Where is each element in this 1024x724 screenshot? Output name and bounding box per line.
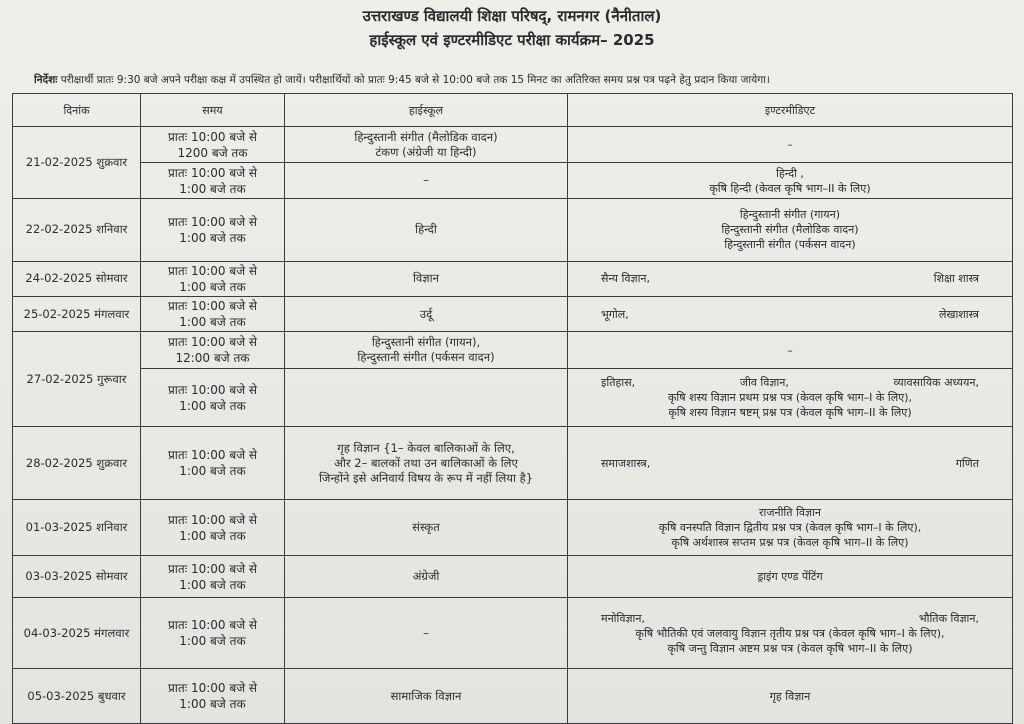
highschool-subject — [285, 127, 568, 163]
exam-time — [141, 163, 285, 198]
highschool-subject — [285, 368, 568, 427]
header-row — [13, 94, 1013, 127]
subject-line: – — [423, 173, 429, 188]
exam-time — [141, 198, 285, 261]
exam-date: 24-02-2025 सोमवार — [13, 261, 141, 296]
exam-time — [141, 368, 285, 427]
time-line: प्रातः 10:00 बजे से — [167, 681, 258, 696]
table-row — [13, 296, 1013, 331]
subject-line: टंकण (अंग्रेजी या हिन्दी) — [375, 144, 477, 159]
highschool-subject — [285, 296, 568, 331]
subject-line: हिन्दी , — [776, 166, 804, 180]
table-row — [13, 163, 1013, 198]
subject-line: अंग्रेजी — [412, 569, 440, 584]
subject-line: हिन्दुस्तानी संगीत (मैलोडिक वादन) — [354, 129, 498, 144]
time-line: 1:00 बजे तक — [179, 181, 246, 196]
subject-line: – — [787, 138, 793, 152]
highschool-subject — [285, 427, 568, 500]
time-line: प्रातः 10:00 बजे से — [167, 618, 258, 633]
subject-line: संस्कृत — [412, 520, 440, 535]
time-line: प्रातः 10:00 बजे से — [167, 263, 258, 278]
time-line: प्रातः 10:00 बजे से — [167, 299, 258, 314]
exam-date: 01-03-2025 शनिवार — [13, 500, 141, 556]
table-row — [13, 261, 1013, 296]
exam-time — [141, 296, 285, 331]
highschool-subject — [285, 332, 568, 368]
time-line: 1:00 बजे तक — [179, 697, 246, 712]
subject-item: शिक्षा शास्त्र — [933, 272, 979, 286]
schedule-table — [12, 93, 1013, 724]
schedule-body — [13, 127, 1013, 724]
intermediate-subject — [568, 163, 1013, 198]
intermediate-subject — [568, 332, 1013, 368]
subject-item: लेखाशास्त्र — [939, 307, 979, 321]
note-label: निर्देशः — [34, 74, 58, 86]
highschool-subject — [285, 598, 568, 669]
time-line: 1200 बजे तक — [177, 145, 248, 160]
subject-line: गृह विज्ञान — [769, 689, 811, 703]
time-line: प्रातः 10:00 बजे से — [167, 561, 258, 576]
col-time-header: समय — [141, 94, 285, 127]
subject-line: – — [787, 343, 793, 357]
table-row — [13, 198, 1013, 261]
time-line: प्रातः 10:00 बजे से — [167, 129, 258, 144]
exam-date: 04-03-2025 मंगलवार — [13, 598, 141, 669]
table-row — [13, 555, 1013, 597]
exam-time — [141, 427, 285, 500]
time-line: 1:00 बजे तक — [179, 528, 246, 543]
subject-line: हिन्दुस्तानी संगीत (पर्कसन वादन) — [357, 350, 495, 365]
subject-line: कृषि हिन्दी (केवल कृषि भाग–II के लिए) — [709, 181, 871, 195]
subject-line: कृषि शस्य विज्ञान षष्टम् प्रश्न पत्र (केवल कृषि भाग–II के लिए) — [668, 406, 912, 420]
highschool-subject — [285, 198, 568, 261]
exam-date: 05-03-2025 बुधवार — [13, 669, 141, 724]
subject-line: उर्दू — [419, 306, 433, 321]
subject-line: हिन्दुस्तानी संगीत (मैलोडिक वादन) — [721, 223, 859, 237]
table-row — [13, 427, 1013, 500]
table-row — [13, 368, 1013, 427]
exam-date: 22-02-2025 शनिवार — [13, 198, 141, 261]
time-line: प्रातः 10:00 बजे से — [167, 382, 258, 397]
subject-group — [571, 271, 1009, 286]
time-line: 12:00 बजे तक — [175, 351, 250, 366]
subject-item: जीव विज्ञान, — [739, 376, 789, 390]
table-row — [13, 127, 1013, 163]
exam-time — [141, 555, 285, 597]
subject-line: राजनीति विज्ञान — [758, 506, 822, 520]
exam-date: 03-03-2025 सोमवार — [13, 555, 141, 597]
subject-line: – — [423, 625, 429, 640]
table-row — [13, 332, 1013, 368]
subject-item: भौतिक विज्ञान, — [918, 611, 979, 625]
highschool-subject — [285, 500, 568, 556]
subject-group — [571, 456, 1009, 471]
subject-line: जिन्होंने इसे अनिवार्य विषय के रूप में नहीं लिया है} — [318, 470, 534, 485]
intermediate-subject — [568, 127, 1013, 163]
subject-item: मनोविज्ञान, — [601, 611, 645, 625]
table-row — [13, 500, 1013, 556]
subject-line: कृषि वनस्पति विज्ञान द्वितीय प्रश्न पत्र (केवल कृषि भाग–I के लिए), — [658, 521, 922, 535]
highschool-subject — [285, 669, 568, 724]
subject-line: गृह विज्ञान {1– केवल बालिकाओं के लिए, — [337, 440, 515, 455]
intermediate-subject — [568, 427, 1013, 500]
subject-line: हिन्दुस्तानी संगीत (गायन) — [739, 208, 841, 222]
intermediate-subject — [568, 198, 1013, 261]
subject-line: ड्राइंग एण्ड पेंटिंग — [757, 570, 823, 584]
board-title: उत्तराखण्ड विद्यालयी शिक्षा परिषद्, रामनगर (नैनीताल) — [362, 7, 662, 25]
exam-date: 25-02-2025 मंगलवार — [13, 296, 141, 331]
subject-line: हिन्दुस्तानी संगीत (गायन), — [371, 335, 481, 350]
time-line: 1:00 बजे तक — [179, 634, 246, 649]
intermediate-subject — [568, 368, 1013, 427]
subject-line: विज्ञान — [412, 271, 440, 286]
subject-line: हिन्दी — [415, 222, 437, 237]
exam-time — [141, 127, 285, 163]
time-line: 1:00 बजे तक — [179, 279, 246, 294]
time-line: 1:00 बजे तक — [179, 577, 246, 592]
col-highschool-header: हाईस्कूल — [285, 94, 568, 127]
subject-item: समाजशास्त्र, — [601, 456, 651, 470]
exam-time — [141, 598, 285, 669]
subject-line: हिन्दुस्तानी संगीत (पर्कसन वादन) — [724, 238, 856, 252]
exam-date: 21-02-2025 शुक्रवार — [13, 127, 141, 199]
intermediate-subject — [568, 669, 1013, 724]
subject-item: व्यावसायिक अध्ययन, — [893, 376, 979, 390]
exam-date: 28-02-2025 शुक्रवार — [13, 427, 141, 500]
time-line: प्रातः 10:00 बजे से — [167, 512, 258, 527]
time-line: प्रातः 10:00 बजे से — [167, 448, 258, 463]
subject-line: कृषि अर्थशास्त्र सप्तम प्रश्न पत्र (केवल कृषि भाग–II के लिए) — [671, 536, 909, 550]
col-date-header: दिनांक — [13, 94, 141, 127]
note-text: परीक्षार्थी प्रातः 9:30 बजे अपने परीक्षा कक्ष में उपस्थित हो जायें। परीक्षार्थियों को प्रातः 9:45 बजे से 10:00 बजे तक 15 मिनट का अतिरिक्त समय प्रश्न पत्र पढ़ने हेतु प्रदान किया जायेगा। — [60, 74, 770, 86]
table-row — [13, 598, 1013, 669]
highschool-subject — [285, 261, 568, 296]
intermediate-subject — [568, 500, 1013, 556]
table-row — [13, 669, 1013, 724]
exam-time — [141, 669, 285, 724]
instructions-note — [34, 73, 1024, 87]
subject-item: भूगोल, — [601, 307, 629, 321]
time-line: 1:00 बजे तक — [179, 230, 246, 245]
time-line: प्रातः 10:00 बजे से — [167, 335, 258, 350]
intermediate-subject — [568, 555, 1013, 597]
subject-item: सैन्य विज्ञान, — [601, 272, 651, 286]
subject-group — [571, 307, 1009, 322]
time-line: 1:00 बजे तक — [179, 398, 246, 413]
subject-group — [571, 375, 1009, 390]
exam-time — [141, 332, 285, 368]
highschool-subject — [285, 555, 568, 597]
subject-line: कृषि शस्य विज्ञान प्रथम प्रश्न पत्र (केवल कृषि भाग–I के लिए), — [667, 391, 913, 405]
intermediate-subject — [568, 296, 1013, 331]
subject-line: और 2– बालकों तथा उन बालिकाओं के लिए — [334, 455, 518, 470]
intermediate-subject — [568, 261, 1013, 296]
schedule-title: हाईस्कूल एवं इण्टरमीडिएट परीक्षा कार्यक्रम– 2025 — [369, 31, 655, 49]
subject-group — [571, 611, 1009, 626]
subject-line: कृषि भौतिकी एवं जलवायु विज्ञान तृतीय प्रश्न पत्र (केवल कृषि भाग–I के लिए), — [635, 626, 945, 640]
subject-item: इतिहास, — [601, 376, 636, 390]
time-line: 1:00 बजे तक — [179, 315, 246, 330]
subject-item: गणित — [955, 456, 979, 470]
time-line: प्रातः 10:00 बजे से — [167, 165, 258, 180]
subject-line: सामाजिक विज्ञान — [390, 688, 462, 703]
exam-time — [141, 500, 285, 556]
intermediate-subject — [568, 598, 1013, 669]
col-intermediate-header: इण्टरमीडिएट — [568, 94, 1013, 127]
subject-line: कृषि जन्तु विज्ञान अष्टम प्रश्न पत्र (केवल कृषि भाग–II के लिए) — [667, 641, 913, 655]
exam-date: 27-02-2025 गुरूवार — [13, 332, 141, 427]
time-line: 1:00 बजे तक — [179, 464, 246, 479]
exam-time — [141, 261, 285, 296]
time-line: प्रातः 10:00 बजे से — [167, 214, 258, 229]
highschool-subject — [285, 163, 568, 198]
